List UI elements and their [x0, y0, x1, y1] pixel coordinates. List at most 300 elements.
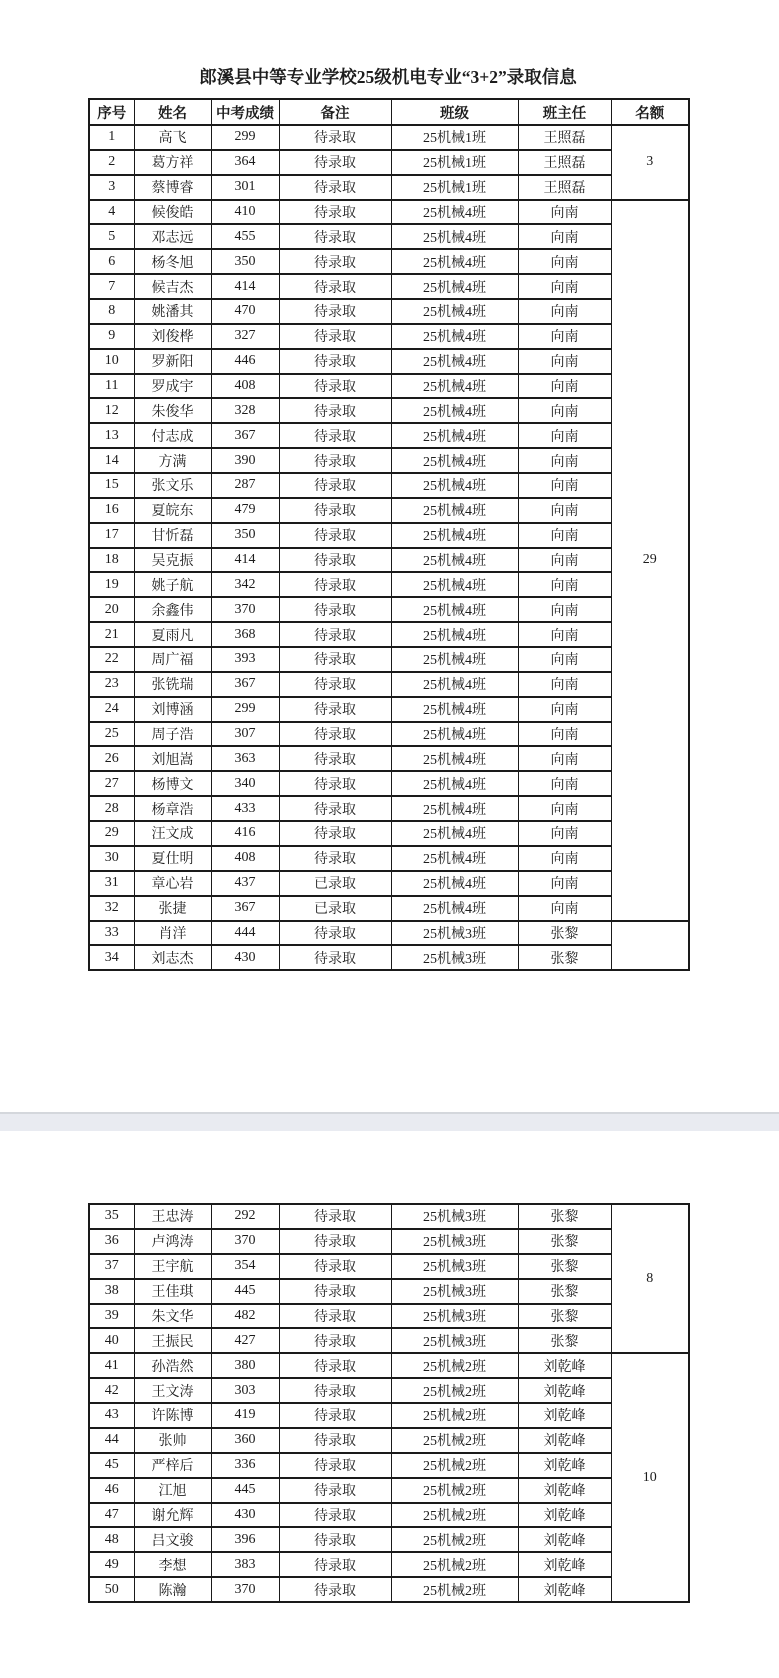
cell-teacher: 刘乾峰 — [518, 1478, 611, 1503]
column-header-no: 序号 — [89, 99, 134, 125]
cell-remark: 待录取 — [279, 1304, 391, 1329]
cell-name: 葛方祥 — [134, 150, 211, 175]
cell-score: 354 — [211, 1254, 279, 1279]
cell-remark: 待录取 — [279, 647, 391, 672]
cell-remark: 待录取 — [279, 672, 391, 697]
cell-no: 13 — [89, 423, 134, 448]
cell-no: 34 — [89, 945, 134, 970]
cell-teacher: 向南 — [518, 299, 611, 324]
table-row — [89, 125, 689, 150]
cell-no: 1 — [89, 125, 134, 150]
table-row — [89, 921, 689, 946]
cell-remark: 待录取 — [279, 796, 391, 821]
cell-quota: 29 — [611, 200, 689, 921]
cell-score: 287 — [211, 473, 279, 498]
page-break-band — [0, 1112, 779, 1131]
cell-score: 414 — [211, 548, 279, 573]
cell-score: 445 — [211, 1279, 279, 1304]
cell-teacher: 张黎 — [518, 1328, 611, 1353]
cell-teacher: 刘乾峰 — [518, 1577, 611, 1602]
cell-no: 45 — [89, 1453, 134, 1478]
cell-class: 25机械4班 — [391, 597, 518, 622]
cell-remark: 待录取 — [279, 249, 391, 274]
table-row — [89, 200, 689, 225]
cell-name: 朱文华 — [134, 1304, 211, 1329]
cell-teacher: 向南 — [518, 398, 611, 423]
cell-teacher: 向南 — [518, 498, 611, 523]
cell-class: 25机械2班 — [391, 1577, 518, 1602]
cell-remark: 待录取 — [279, 1577, 391, 1602]
cell-no: 43 — [89, 1403, 134, 1428]
cell-score: 430 — [211, 1503, 279, 1528]
cell-name: 刘旭嵩 — [134, 746, 211, 771]
cell-name: 刘志杰 — [134, 945, 211, 970]
cell-name: 陈瀚 — [134, 1577, 211, 1602]
cell-class: 25机械4班 — [391, 299, 518, 324]
cell-score: 327 — [211, 324, 279, 349]
cell-remark: 待录取 — [279, 398, 391, 423]
cell-name: 严梓后 — [134, 1453, 211, 1478]
cell-no: 25 — [89, 722, 134, 747]
cell-score: 364 — [211, 150, 279, 175]
cell-name: 孙浩然 — [134, 1353, 211, 1378]
cell-class: 25机械4班 — [391, 796, 518, 821]
cell-remark: 待录取 — [279, 1353, 391, 1378]
cell-class: 25机械3班 — [391, 1304, 518, 1329]
cell-no: 3 — [89, 175, 134, 200]
cell-no: 50 — [89, 1577, 134, 1602]
cell-teacher: 向南 — [518, 672, 611, 697]
cell-teacher: 王照磊 — [518, 175, 611, 200]
cell-remark: 待录取 — [279, 374, 391, 399]
cell-score: 342 — [211, 572, 279, 597]
admission-table-page-2 — [88, 1203, 690, 1603]
cell-remark: 待录取 — [279, 1204, 391, 1229]
cell-name: 杨章浩 — [134, 796, 211, 821]
cell-name: 张铣瑞 — [134, 672, 211, 697]
cell-no: 4 — [89, 200, 134, 225]
cell-score: 414 — [211, 274, 279, 299]
cell-name: 蔡博睿 — [134, 175, 211, 200]
table-row — [89, 374, 689, 399]
cell-teacher: 张黎 — [518, 1229, 611, 1254]
table-row — [89, 398, 689, 423]
cell-teacher: 王照磊 — [518, 125, 611, 150]
document-title: 郎溪县中等专业学校25级机电专业“3+2”录取信息 — [199, 67, 577, 87]
table-row — [89, 1353, 689, 1378]
cell-remark: 待录取 — [279, 150, 391, 175]
cell-teacher: 向南 — [518, 622, 611, 647]
table-row — [89, 796, 689, 821]
table-row — [89, 597, 689, 622]
table-row — [89, 448, 689, 473]
table-row — [89, 945, 689, 970]
cell-teacher: 向南 — [518, 846, 611, 871]
table-row — [89, 1503, 689, 1528]
cell-teacher: 向南 — [518, 771, 611, 796]
cell-remark: 待录取 — [279, 722, 391, 747]
cell-remark: 已录取 — [279, 871, 391, 896]
cell-name: 周广福 — [134, 647, 211, 672]
table-row — [89, 224, 689, 249]
cell-score: 437 — [211, 871, 279, 896]
cell-score: 482 — [211, 1304, 279, 1329]
cell-no: 46 — [89, 1478, 134, 1503]
cell-teacher: 刘乾峰 — [518, 1453, 611, 1478]
cell-teacher: 向南 — [518, 374, 611, 399]
header-row — [89, 99, 689, 125]
cell-score: 393 — [211, 647, 279, 672]
table-body-page-2 — [89, 1204, 689, 1602]
cell-remark: 待录取 — [279, 1254, 391, 1279]
cell-remark: 待录取 — [279, 945, 391, 970]
cell-class: 25机械4班 — [391, 498, 518, 523]
cell-no: 44 — [89, 1428, 134, 1453]
cell-no: 33 — [89, 921, 134, 946]
cell-class: 25机械3班 — [391, 1279, 518, 1304]
cell-class: 25机械4班 — [391, 523, 518, 548]
column-header-name: 姓名 — [134, 99, 211, 125]
cell-remark: 待录取 — [279, 821, 391, 846]
cell-score: 396 — [211, 1527, 279, 1552]
cell-no: 49 — [89, 1552, 134, 1577]
table-row — [89, 423, 689, 448]
cell-class: 25机械4班 — [391, 672, 518, 697]
cell-class: 25机械4班 — [391, 274, 518, 299]
table-row — [89, 1378, 689, 1403]
cell-teacher: 向南 — [518, 423, 611, 448]
cell-class: 25机械4班 — [391, 771, 518, 796]
cell-score: 370 — [211, 597, 279, 622]
cell-class: 25机械4班 — [391, 871, 518, 896]
cell-remark: 待录取 — [279, 125, 391, 150]
cell-class: 25机械1班 — [391, 150, 518, 175]
cell-teacher: 刘乾峰 — [518, 1428, 611, 1453]
cell-name: 卢鸿涛 — [134, 1229, 211, 1254]
cell-no: 28 — [89, 796, 134, 821]
cell-score: 444 — [211, 921, 279, 946]
cell-score: 299 — [211, 125, 279, 150]
table-row — [89, 871, 689, 896]
cell-name: 吕文骏 — [134, 1527, 211, 1552]
table-row — [89, 896, 689, 921]
table-row — [89, 647, 689, 672]
cell-score: 303 — [211, 1378, 279, 1403]
cell-class: 25机械4班 — [391, 200, 518, 225]
cell-class: 25机械2班 — [391, 1478, 518, 1503]
cell-score: 299 — [211, 697, 279, 722]
cell-name: 王文涛 — [134, 1378, 211, 1403]
cell-score: 350 — [211, 249, 279, 274]
cell-remark: 待录取 — [279, 498, 391, 523]
cell-score: 368 — [211, 622, 279, 647]
cell-no: 21 — [89, 622, 134, 647]
cell-quota: 10 — [611, 1353, 689, 1602]
table-row — [89, 722, 689, 747]
cell-remark: 已录取 — [279, 896, 391, 921]
cell-remark: 待录取 — [279, 175, 391, 200]
cell-remark: 待录取 — [279, 1403, 391, 1428]
table-row — [89, 1229, 689, 1254]
cell-no: 23 — [89, 672, 134, 697]
cell-no: 17 — [89, 523, 134, 548]
cell-score: 390 — [211, 448, 279, 473]
cell-score: 408 — [211, 846, 279, 871]
cell-name: 肖洋 — [134, 921, 211, 946]
cell-no: 29 — [89, 821, 134, 846]
cell-remark: 待录取 — [279, 746, 391, 771]
cell-no: 24 — [89, 697, 134, 722]
table-row — [89, 324, 689, 349]
column-header-class: 班级 — [391, 99, 518, 125]
cell-class: 25机械4班 — [391, 423, 518, 448]
cell-name: 王宇航 — [134, 1254, 211, 1279]
cell-class: 25机械4班 — [391, 896, 518, 921]
cell-remark: 待录取 — [279, 1552, 391, 1577]
cell-name: 夏雨凡 — [134, 622, 211, 647]
cell-score: 419 — [211, 1403, 279, 1428]
cell-teacher: 刘乾峰 — [518, 1527, 611, 1552]
cell-no: 12 — [89, 398, 134, 423]
cell-class: 25机械4班 — [391, 622, 518, 647]
cell-name: 杨博文 — [134, 771, 211, 796]
cell-remark: 待录取 — [279, 1428, 391, 1453]
cell-remark: 待录取 — [279, 1378, 391, 1403]
table-row — [89, 498, 689, 523]
cell-name: 候吉杰 — [134, 274, 211, 299]
cell-remark: 待录取 — [279, 200, 391, 225]
cell-teacher: 向南 — [518, 473, 611, 498]
cell-teacher: 向南 — [518, 200, 611, 225]
cell-no: 7 — [89, 274, 134, 299]
table-body-page-1 — [89, 99, 689, 970]
cell-remark: 待录取 — [279, 597, 391, 622]
table-row — [89, 1478, 689, 1503]
cell-teacher: 张黎 — [518, 945, 611, 970]
cell-score: 408 — [211, 374, 279, 399]
cell-teacher: 向南 — [518, 647, 611, 672]
cell-no: 26 — [89, 746, 134, 771]
cell-remark: 待录取 — [279, 448, 391, 473]
cell-name: 江旭 — [134, 1478, 211, 1503]
admission-table-page-1 — [88, 98, 690, 971]
cell-name: 杨冬旭 — [134, 249, 211, 274]
cell-name: 姚潘其 — [134, 299, 211, 324]
cell-teacher: 向南 — [518, 224, 611, 249]
cell-teacher: 向南 — [518, 572, 611, 597]
cell-teacher: 向南 — [518, 349, 611, 374]
cell-score: 433 — [211, 796, 279, 821]
table-row — [89, 274, 689, 299]
cell-remark: 待录取 — [279, 1328, 391, 1353]
cell-remark: 待录取 — [279, 921, 391, 946]
table-row — [89, 746, 689, 771]
cell-class: 25机械4班 — [391, 324, 518, 349]
cell-no: 38 — [89, 1279, 134, 1304]
cell-class: 25机械3班 — [391, 1229, 518, 1254]
table-row — [89, 1453, 689, 1478]
cell-class: 25机械4班 — [391, 398, 518, 423]
cell-teacher: 向南 — [518, 896, 611, 921]
cell-remark: 待录取 — [279, 349, 391, 374]
cell-class: 25机械4班 — [391, 697, 518, 722]
cell-name: 候俊皓 — [134, 200, 211, 225]
table-row — [89, 175, 689, 200]
cell-no: 22 — [89, 647, 134, 672]
cell-name: 邓志远 — [134, 224, 211, 249]
cell-no: 27 — [89, 771, 134, 796]
cell-teacher: 向南 — [518, 821, 611, 846]
cell-name: 张捷 — [134, 896, 211, 921]
cell-score: 479 — [211, 498, 279, 523]
cell-no: 35 — [89, 1204, 134, 1229]
cell-class: 25机械4班 — [391, 448, 518, 473]
cell-class: 25机械3班 — [391, 945, 518, 970]
cell-name: 王振民 — [134, 1328, 211, 1353]
cell-score: 427 — [211, 1328, 279, 1353]
cell-teacher: 向南 — [518, 448, 611, 473]
cell-score: 455 — [211, 224, 279, 249]
cell-class: 25机械4班 — [391, 722, 518, 747]
cell-score: 370 — [211, 1577, 279, 1602]
cell-no: 32 — [89, 896, 134, 921]
cell-class: 25机械3班 — [391, 1254, 518, 1279]
cell-no: 9 — [89, 324, 134, 349]
cell-teacher: 向南 — [518, 324, 611, 349]
cell-class: 25机械2班 — [391, 1453, 518, 1478]
cell-name: 高飞 — [134, 125, 211, 150]
cell-class: 25机械2班 — [391, 1552, 518, 1577]
cell-teacher: 向南 — [518, 249, 611, 274]
cell-name: 李想 — [134, 1552, 211, 1577]
cell-name: 罗新阳 — [134, 349, 211, 374]
cell-teacher: 刘乾峰 — [518, 1378, 611, 1403]
cell-remark: 待录取 — [279, 1229, 391, 1254]
cell-name: 吴克振 — [134, 548, 211, 573]
cell-remark: 待录取 — [279, 622, 391, 647]
cell-no: 47 — [89, 1503, 134, 1528]
cell-score: 292 — [211, 1204, 279, 1229]
cell-name: 余鑫伟 — [134, 597, 211, 622]
cell-remark: 待录取 — [279, 1453, 391, 1478]
cell-class: 25机械2班 — [391, 1428, 518, 1453]
cell-name: 刘俊桦 — [134, 324, 211, 349]
cell-no: 48 — [89, 1527, 134, 1552]
cell-name: 周子浩 — [134, 722, 211, 747]
cell-score: 416 — [211, 821, 279, 846]
cell-name: 王忠涛 — [134, 1204, 211, 1229]
cell-no: 39 — [89, 1304, 134, 1329]
cell-teacher: 刘乾峰 — [518, 1353, 611, 1378]
cell-remark: 待录取 — [279, 1279, 391, 1304]
table-row — [89, 1428, 689, 1453]
cell-no: 10 — [89, 349, 134, 374]
cell-class: 25机械4班 — [391, 821, 518, 846]
cell-teacher: 向南 — [518, 523, 611, 548]
cell-name: 方满 — [134, 448, 211, 473]
table-row — [89, 1279, 689, 1304]
cell-remark: 待录取 — [279, 572, 391, 597]
cell-no: 40 — [89, 1328, 134, 1353]
cell-no: 30 — [89, 846, 134, 871]
cell-class: 25机械3班 — [391, 921, 518, 946]
cell-quota — [611, 921, 689, 971]
column-header-quota: 名额 — [611, 99, 689, 125]
cell-score: 445 — [211, 1478, 279, 1503]
table-row — [89, 1254, 689, 1279]
cell-no: 37 — [89, 1254, 134, 1279]
cell-remark: 待录取 — [279, 1503, 391, 1528]
cell-class: 25机械4班 — [391, 746, 518, 771]
cell-teacher: 王照磊 — [518, 150, 611, 175]
cell-teacher: 向南 — [518, 746, 611, 771]
cell-class: 25机械2班 — [391, 1503, 518, 1528]
cell-score: 307 — [211, 722, 279, 747]
cell-no: 8 — [89, 299, 134, 324]
cell-score: 363 — [211, 746, 279, 771]
cell-teacher: 刘乾峰 — [518, 1552, 611, 1577]
table-row — [89, 1527, 689, 1552]
cell-name: 姚子航 — [134, 572, 211, 597]
cell-class: 25机械2班 — [391, 1378, 518, 1403]
cell-no: 19 — [89, 572, 134, 597]
cell-name: 张文乐 — [134, 473, 211, 498]
table-row — [89, 299, 689, 324]
table-row — [89, 572, 689, 597]
table-row — [89, 1403, 689, 1428]
cell-remark: 待录取 — [279, 771, 391, 796]
cell-class: 25机械4班 — [391, 224, 518, 249]
table-row — [89, 523, 689, 548]
cell-class: 25机械2班 — [391, 1353, 518, 1378]
cell-no: 14 — [89, 448, 134, 473]
table-row — [89, 697, 689, 722]
cell-teacher: 向南 — [518, 796, 611, 821]
cell-no: 18 — [89, 548, 134, 573]
cell-no: 5 — [89, 224, 134, 249]
cell-teacher: 向南 — [518, 697, 611, 722]
cell-remark: 待录取 — [279, 1478, 391, 1503]
cell-score: 383 — [211, 1552, 279, 1577]
cell-name: 张帅 — [134, 1428, 211, 1453]
cell-teacher: 张黎 — [518, 921, 611, 946]
table-row — [89, 672, 689, 697]
cell-teacher: 刘乾峰 — [518, 1503, 611, 1528]
cell-teacher: 张黎 — [518, 1279, 611, 1304]
table-row — [89, 349, 689, 374]
cell-name: 刘博涵 — [134, 697, 211, 722]
cell-remark: 待录取 — [279, 473, 391, 498]
cell-remark: 待录取 — [279, 299, 391, 324]
cell-name: 谢允辉 — [134, 1503, 211, 1528]
table-row — [89, 473, 689, 498]
cell-score: 350 — [211, 523, 279, 548]
cell-no: 41 — [89, 1353, 134, 1378]
cell-class: 25机械2班 — [391, 1403, 518, 1428]
cell-class: 25机械4班 — [391, 249, 518, 274]
cell-no: 11 — [89, 374, 134, 399]
cell-no: 20 — [89, 597, 134, 622]
cell-score: 336 — [211, 1453, 279, 1478]
cell-no: 36 — [89, 1229, 134, 1254]
cell-remark: 待录取 — [279, 697, 391, 722]
cell-quota: 8 — [611, 1204, 689, 1353]
table-row — [89, 846, 689, 871]
table-row — [89, 771, 689, 796]
cell-name: 朱俊华 — [134, 398, 211, 423]
table-row — [89, 622, 689, 647]
cell-remark: 待录取 — [279, 1527, 391, 1552]
